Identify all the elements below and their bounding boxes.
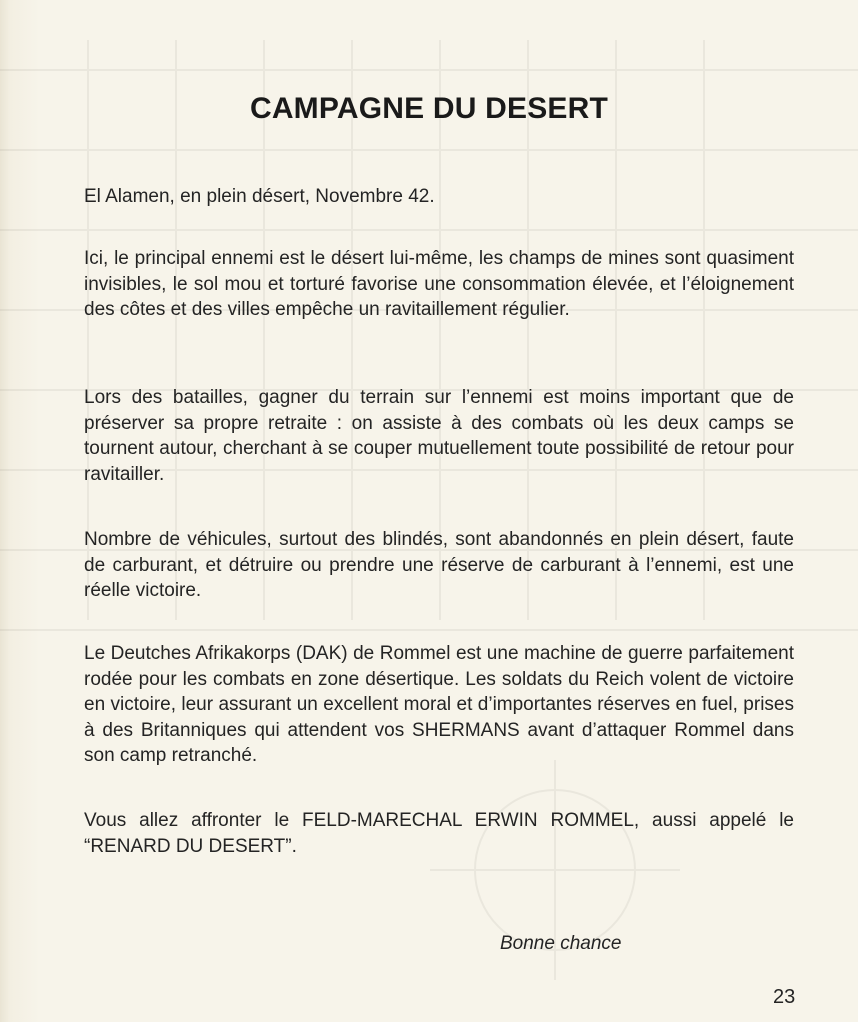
paragraph-afrikakorps: Le Deutches Afrikakorps (DAK) de Rommel est une machine de guerre parfaitement rodée pour les combats en zone désertique. Les soldats du Reich volent de victoire en victoire, leur assurant un excellent moral et d’importantes réserves en fuel, prises à des Britanniques qui attendent vos SHERMANS avant d’attaquer Rommel dans son camp retranché. (84, 643, 794, 766)
paragraph-fuel-victory: Nombre de véhicules, surtout des blindés, sont abandonnés en plein désert, faute de carburant, et détruire ou prendre une réserve de carburant à l’ennemi, est une réelle victoire. (84, 529, 794, 601)
paragraph-location: El Alamen, en plein désert, Novembre 42. (84, 186, 435, 207)
page-title: CAMPAGNE DU DESERT (249, 92, 609, 126)
paragraph-rommel: Vous allez affronter le FELD-MARECHAL ERWIN ROMMEL, aussi appelé le “RENARD DU DESERT”. (84, 810, 794, 857)
page-number: 23 (773, 986, 796, 1008)
paragraph-battle-retreat: Lors des batailles, gagner du terrain sur l’ennemi est moins important que de préserver sa propre retraite : on assiste à des combats où les deux camps se tournent autour, cherchant à se couper mutuellement toute possibilité de retour pour ravitailler. (84, 387, 794, 485)
signoff-text: Bonne chance (500, 933, 622, 954)
paragraph-desert-enemy: Ici, le principal ennemi est le désert lui-même, les champs de mines sont quasiment invisibles, le sol mou et torturé favorise une consommation élevée, et l’éloignement des côtes et des villes empêche un ravitaillement régulier. (84, 248, 794, 320)
